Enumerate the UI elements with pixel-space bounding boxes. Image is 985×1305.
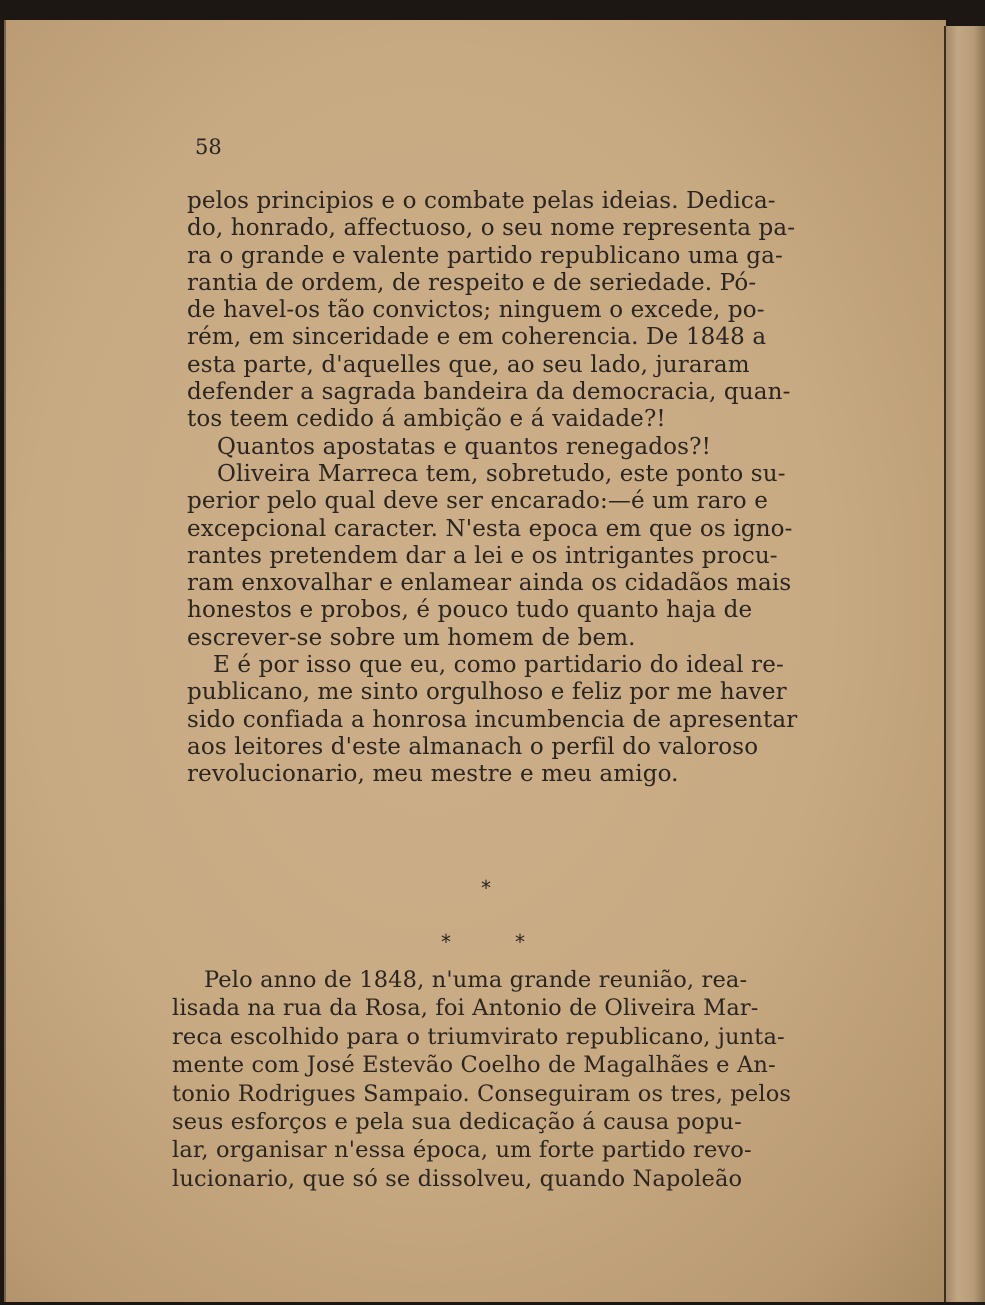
text-line: lucionario, que só se dissolveu, quando Napoleão [172,1165,743,1192]
text-line: ra o grande e valente partido republicano uma ga- [187,242,783,269]
text-line: do, honrado, affectuoso, o seu nome representa pa- [187,215,796,242]
text-line: Oliveira Marreca tem, sobretudo, este ponto su- [217,460,786,487]
text-line: lisada na rua da Rosa, foi Antonio de Oliveira Mar- [172,995,759,1022]
text-line: defender a sagrada bandeira da democracia, quan- [187,379,791,406]
text-line: Pelo anno de 1848, n'uma grande reunião, rea- [204,967,748,993]
text-line: aos leitores d'este almanach o perfil do valoroso [187,733,759,760]
text-line: sido confiada a honrosa incumbencia de apresentar [187,706,798,733]
separator-star-top: * [481,876,491,900]
body-text-bottom [172,966,795,1193]
separator-star-left: * [441,930,451,954]
text-line: honestos e probos, é pouco tudo quanto haja de [187,597,753,624]
separator-star-right: * [515,930,525,954]
text-line: E é por isso que eu, como partidario do ideal re- [213,652,784,679]
text-line: de havel-os tão convictos; ninguem o excede, po- [187,297,765,324]
text-line: ram enxovalhar e enlamear ainda os cidadãos mais [187,570,792,597]
body-text-top [187,188,812,789]
text-line: reca escolhido para o triumvirato republicano, junta- [172,1023,785,1050]
text-line: escrever-se sobre um homem de bem. [187,624,636,651]
text-line: seus esforços e pela sua dedicação á causa popu- [172,1108,742,1135]
text-line: tos teem cedido á ambição e á vaidade?! [187,406,666,433]
text-line: rantia de ordem, de respeito e de seriedade. Pó- [187,269,757,296]
text-line: Quantos apostatas e quantos renegados?! [217,433,711,460]
text-line: rantes pretendem dar a lei e os intrigantes procu- [187,542,778,569]
text-line: revolucionario, meu mestre e meu amigo. [187,761,679,788]
text-line: publicano, me sinto orgulhoso e feliz por me haver [187,679,787,706]
text-line: perior pelo qual deve ser encarado:—é um raro e [187,488,768,515]
facing-page-edge [944,26,985,1302]
text-line: esta parte, d'aquelles que, ao seu lado, juraram [187,351,750,378]
text-line: mente com José Estevão Coelho de Magalhães e An- [172,1052,776,1079]
text-line: lar, organisar n'essa época, um forte partido revo- [172,1137,752,1164]
text-line: tonio Rodrigues Sampaio. Conseguiram os tres, pelos [172,1080,792,1107]
text-line: rém, em sinceridade e em coherencia. De 1848 a [187,324,767,351]
text-line: pelos principios e o combate pelas ideias. Dedica- [187,188,776,214]
page-number: 58 [195,135,222,159]
text-line: excepcional caracter. N'esta epoca em que os igno- [187,515,793,542]
